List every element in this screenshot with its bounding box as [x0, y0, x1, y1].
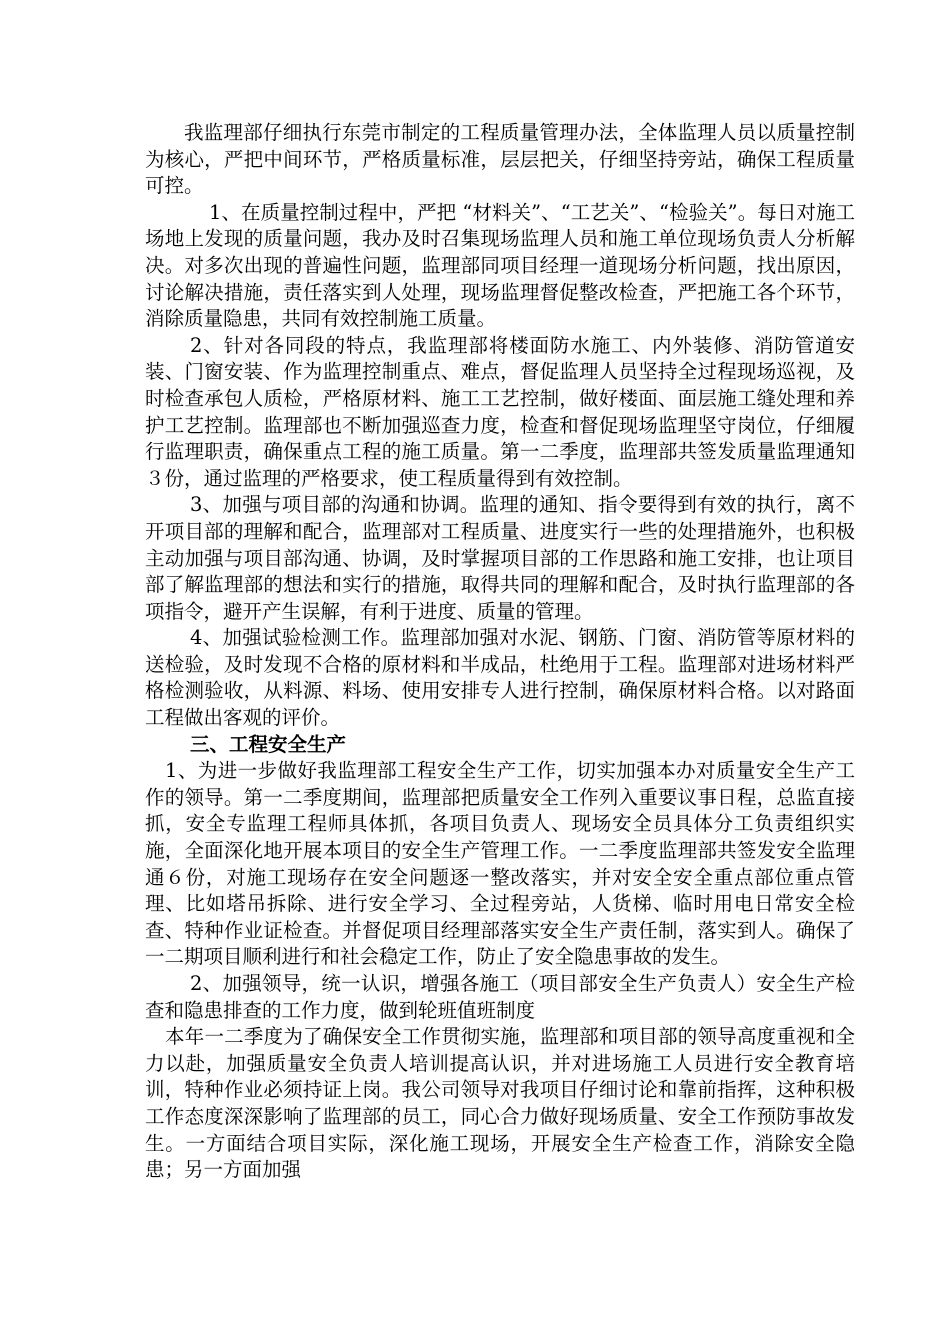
paragraph-quality-2: 2、针对各同段的特点，我监理部将楼面防水施工、内外装修、消防管道安装、门窗安装、作为监理控制重点、难点，督促监理人员坚持全过程现场巡视，及时检查承包人质检，严格原材料、施工工艺控制，做好楼面、面层施工缝处理和养护工艺控制。监理部也不断加强巡查力度，检查和督促现场监理坚守岗位，仔细履行监理职责，确保重点工程的施工质量。第一二季度，监理部共签发质量监理通知３份，通过监理的严格要求，使工程质量得到有效控制。: [145, 333, 855, 490]
paragraph-safety-1: 1、为进一步做好我监理部工程安全生产工作，切实加强本办对质量安全生产工作的领导。第一二季度期间，监理部把质量安全工作列入重要议事日程，总监直接抓，安全专监理工程师具体抓，各项目负责人、现场安全员具体分工负责组织实施，全面深化地开展本项目的安全生产管理工作。一二季度监理部共签发安全监理通６份，对施工现场存在安全问题逐一整改落实，并对安全安全重点部位重点管理、比如塔吊拆除、进行安全学习、全过程旁站，人货梯、临时用电日常安全检查、特种作业证检查。并督促项目经理部落实安全生产责任制，落实到人。确保了一二期项目顺利进行和社会稳定工作，防止了安全隐患事故的发生。: [145, 759, 855, 969]
paragraph-intro: 我监理部仔细执行东莞市制定的工程质量管理办法，全体监理人员以质量控制为核心，严把中间环节，严格质量标准，层层把关，仔细坚持旁站，确保工程质量可控。: [145, 121, 855, 198]
paragraph-quality-1: 1、在质量控制过程中，严把 “材料关”、“工艺关”、“检验关”。每日对施工场地上发现的质量问题，我办及时召集现场监理人员和施工单位现场负责人分析解决。对多次出现的普遍性问题，监理部同项目经理一道现场分析问题，找出原因，讨论解决措施，责任落实到人处理，现场监理督促整改检查，严把施工各个环节，消除质量隐患，共同有效控制施工质量。: [145, 200, 855, 331]
section-heading-safety: 三、工程安全生产: [190, 732, 347, 756]
paragraph-safety-3: 本年一二季度为了确保安全工作贯彻实施，监理部和项目部的领导高度重视和全力以赴，加强质量安全负责人培训提高认识，并对进场施工人员进行安全教育培训，特种作业必须持证上岗。我公司领导对我项目仔细讨论和靠前指挥，这种积极工作态度深深影响了监理部的员工，同心合力做好现场质量、安全工作预防事故发生。一方面结合项目实际，深化施工现场，开展安全生产检查工作，消除安全隐患；另一方面加强: [145, 1025, 855, 1182]
paragraph-safety-2: 2、加强领导，统一认识，增强各施工（项目部安全生产负责人）安全生产检查和隐患排查的工作力度，做到轮班值班制度: [145, 972, 855, 1022]
paragraph-quality-4: 4、加强试验检测工作。监理部加强对水泥、钢筋、门窗、消防管等原材料的送检验，及时发现不合格的原材料和半成品，杜绝用于工程。监理部对进场材料严格检测验收，从料源、料场、使用安排专人进行控制，确保原材料合格。以对路面工程做出客观的评价。: [145, 626, 855, 730]
document-body: [145, 120, 855, 1184]
paragraph-quality-3: 3、加强与项目部的沟通和协调。监理的通知、指令要得到有效的执行，离不开项目部的理解和配合，监理部对工程质量、进度实行一些的处理措施外，也积极主动加强与项目部沟通、协调，及时掌握项目部的工作思路和施工安排，也让项目部了解监理部的想法和实行的措施，取得共同的理解和配合，及时执行监理部的各项指令，避开产生误解，有利于进度、质量的管理。: [145, 493, 855, 623]
